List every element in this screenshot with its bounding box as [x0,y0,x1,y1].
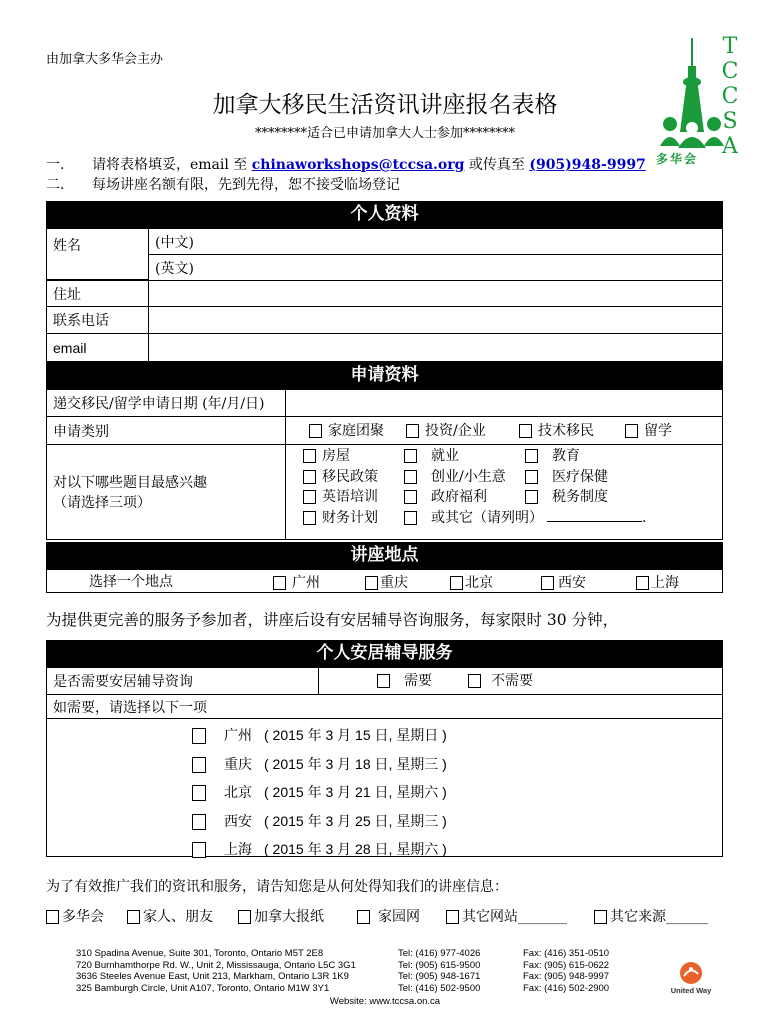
fax-line: Fax: (905) 948-9997 [523,971,610,982]
fax-link[interactable]: (905)948-9997 [529,157,646,173]
tccsa-logo [652,36,744,166]
apply-type-label: 申请类别 [46,416,286,445]
topic-business[interactable]: 创业/小生意 [404,467,646,488]
address-line: 720 Burnhamthorpe Rd. W., Unit 2, Mississauga, Ontario L5C 3G1 [76,959,356,971]
fax-line: Fax: (416) 502-2900 [523,982,610,994]
interest-label-cell [46,444,286,540]
topic-welfare[interactable]: 政府福利 [404,487,646,508]
session-xian[interactable]: 西安 ( 2015 年 3 月 25 日, 星期三 ) [192,808,447,837]
name-cn-field[interactable]: (中文) [148,228,723,255]
address-line: 310 Spadina Avenue, Suite 301, Toronto, Ontario M5T 2E8 [76,948,324,959]
topics-col1 [303,446,378,528]
interest-sublabel: （请选择三项） [53,495,151,511]
fax-line: Fax: (416) 351-0510 [523,948,610,959]
address-line: 3636 Steeles Avenue East, Unit 213, Markham, Ontario L3R 1K9 [76,971,349,982]
logo-letters [718,34,742,159]
need-yes-option[interactable]: 需要 [377,670,432,690]
topic-education[interactable]: 教育 [525,446,608,467]
footer-faxes [523,948,609,994]
topics-col3 [525,446,608,508]
logo-script: 多华会 [656,152,699,166]
type-study[interactable] [625,420,672,440]
need-counsel-label: 是否需要安居辅导资询 [46,667,319,695]
src-tccsa[interactable]: 多华会 [46,906,104,926]
footer-addresses [76,948,356,994]
personal-header: 个人资料 [46,201,723,228]
session-beijing[interactable]: 北京 ( 2015 年 3 月 21 日, 星期六 ) [192,779,447,808]
note-1-text: 请将表格填妥，email 至 [92,157,252,173]
loc-xian[interactable]: 西安 [541,572,586,592]
type-study-label: 留学 [644,423,672,439]
topic-finance[interactable]: 财务计划 [303,508,378,529]
address-field[interactable] [148,280,723,307]
topic-housing[interactable]: 房屋 [303,446,378,467]
apply-date-label: 递交移民/留学申请日期 (年/月/日) [46,389,286,417]
loc-shanghai[interactable]: 上海 [636,572,679,592]
src-other[interactable]: 其它来源______ [594,906,708,926]
topic-other[interactable]: 或其它（请列明） . [404,508,646,529]
counsel-header: 个人安居辅导服务 [46,640,723,667]
note-2-text: 每场讲座名额有限，先到先得，恕不接受临场登记 [92,177,400,193]
loc-chongqing[interactable]: 重庆 [365,572,408,592]
source-question: 为了有效推广我们的资讯和服务，请告知您是从何处得知我们的讲座信息： [46,879,508,895]
checkbox[interactable] [309,424,322,438]
name-en-field[interactable]: (英文) [148,254,723,281]
fax-line: Fax: (905) 615-0622 [523,959,610,971]
note-1-mid: 或传真至 [464,157,530,173]
united-way-logo [666,960,716,1000]
src-family[interactable]: 家人、朋友 [127,906,213,926]
checkbox[interactable] [519,424,532,438]
src-jiayuan[interactable]: 家园网 [357,906,420,926]
choose-one-label: 如需要，请选择以下一项 [46,694,723,719]
topic-tax[interactable]: 税务制度 [525,487,608,508]
united-way-label: United Way [670,986,712,995]
session-shanghai[interactable]: 上海 ( 2015 年 3 月 28 日, 星期六 ) [192,836,447,865]
location-label: 选择一个地点 [89,574,173,590]
service-note: 为提供更完善的服务予参加者，讲座后设有安居辅导咨询服务，每家限时 30 分钟， [46,611,619,629]
email-link[interactable]: chinaworkshops@tccsa.org [251,157,465,173]
page-subtitle: ********适合已申请加拿大人士参加******** [254,126,515,141]
tel-line: Tel: (905) 615-9500 [398,959,481,971]
location-header: 讲座地点 [46,542,723,569]
type-skilled-label: 技术移民 [538,423,594,439]
united-way-icon [666,960,716,986]
interest-label: 对以下哪些题目最感兴趣 [53,475,207,491]
topic-health[interactable]: 医疗保健 [525,467,608,488]
sponsor-text: 由加拿大多华会主办 [46,52,164,67]
footer-tels [398,948,480,994]
topic-employment[interactable]: 就业 [404,446,646,467]
topic-immigration[interactable]: 移民政策 [303,467,378,488]
logo-letter-c1: C [721,59,739,84]
loc-guangzhou[interactable]: 广州 [273,572,320,592]
src-other-site[interactable]: 其它网站_______ [446,906,567,926]
note-2-num: 二. [46,177,65,193]
loc-beijing[interactable]: 北京 [450,572,493,592]
type-investment[interactable] [406,420,486,440]
sessions-list [192,722,447,865]
apply-date-field[interactable] [285,389,723,417]
session-chongqing[interactable]: 重庆 ( 2015 年 3 月 18 日, 星期三 ) [192,751,447,780]
note-1-num: 一. [46,157,65,173]
name-label: 姓名 [46,228,149,280]
email-label: email [46,333,149,362]
need-no-option[interactable]: 不需要 [468,670,533,690]
phone-label: 联系电话 [46,306,149,334]
logo-letter-a: A [722,134,738,159]
type-family-label: 家庭团聚 [328,423,384,439]
email-field[interactable] [148,333,723,362]
logo-letter-t: T [722,34,738,59]
type-family[interactable] [309,420,384,440]
page-title: 加拿大移民生活资讯讲座报名表格 [212,92,558,118]
type-investment-label: 投资/企业 [425,423,486,439]
application-header: 申请资料 [46,362,723,389]
phone-field[interactable] [148,306,723,334]
note-1 [92,154,646,174]
src-newspaper[interactable]: 加拿大报纸 [238,906,324,926]
type-skilled[interactable] [519,420,594,440]
tel-line: Tel: (905) 948-1671 [398,971,481,982]
logo-letter-c2: C [721,84,739,109]
tel-line: Tel: (416) 502-9500 [398,982,481,994]
logo-letter-s: S [722,109,738,134]
checkbox[interactable] [406,424,419,438]
checkbox[interactable] [625,424,638,438]
topic-other-blank[interactable] [547,509,642,522]
tel-line: Tel: (416) 977-4026 [398,948,481,959]
topic-english[interactable]: 英语培训 [303,487,378,508]
address-label: 住址 [46,280,149,307]
session-guangzhou[interactable]: 广州 ( 2015 年 3 月 15 日, 星期日 ) [192,722,447,751]
footer-website[interactable]: Website: www.tccsa.on.ca [329,996,441,1007]
address-line: 325 Bamburgh Circle, Unit A107, Toronto, Ontario M1W 3Y1 [76,982,330,994]
